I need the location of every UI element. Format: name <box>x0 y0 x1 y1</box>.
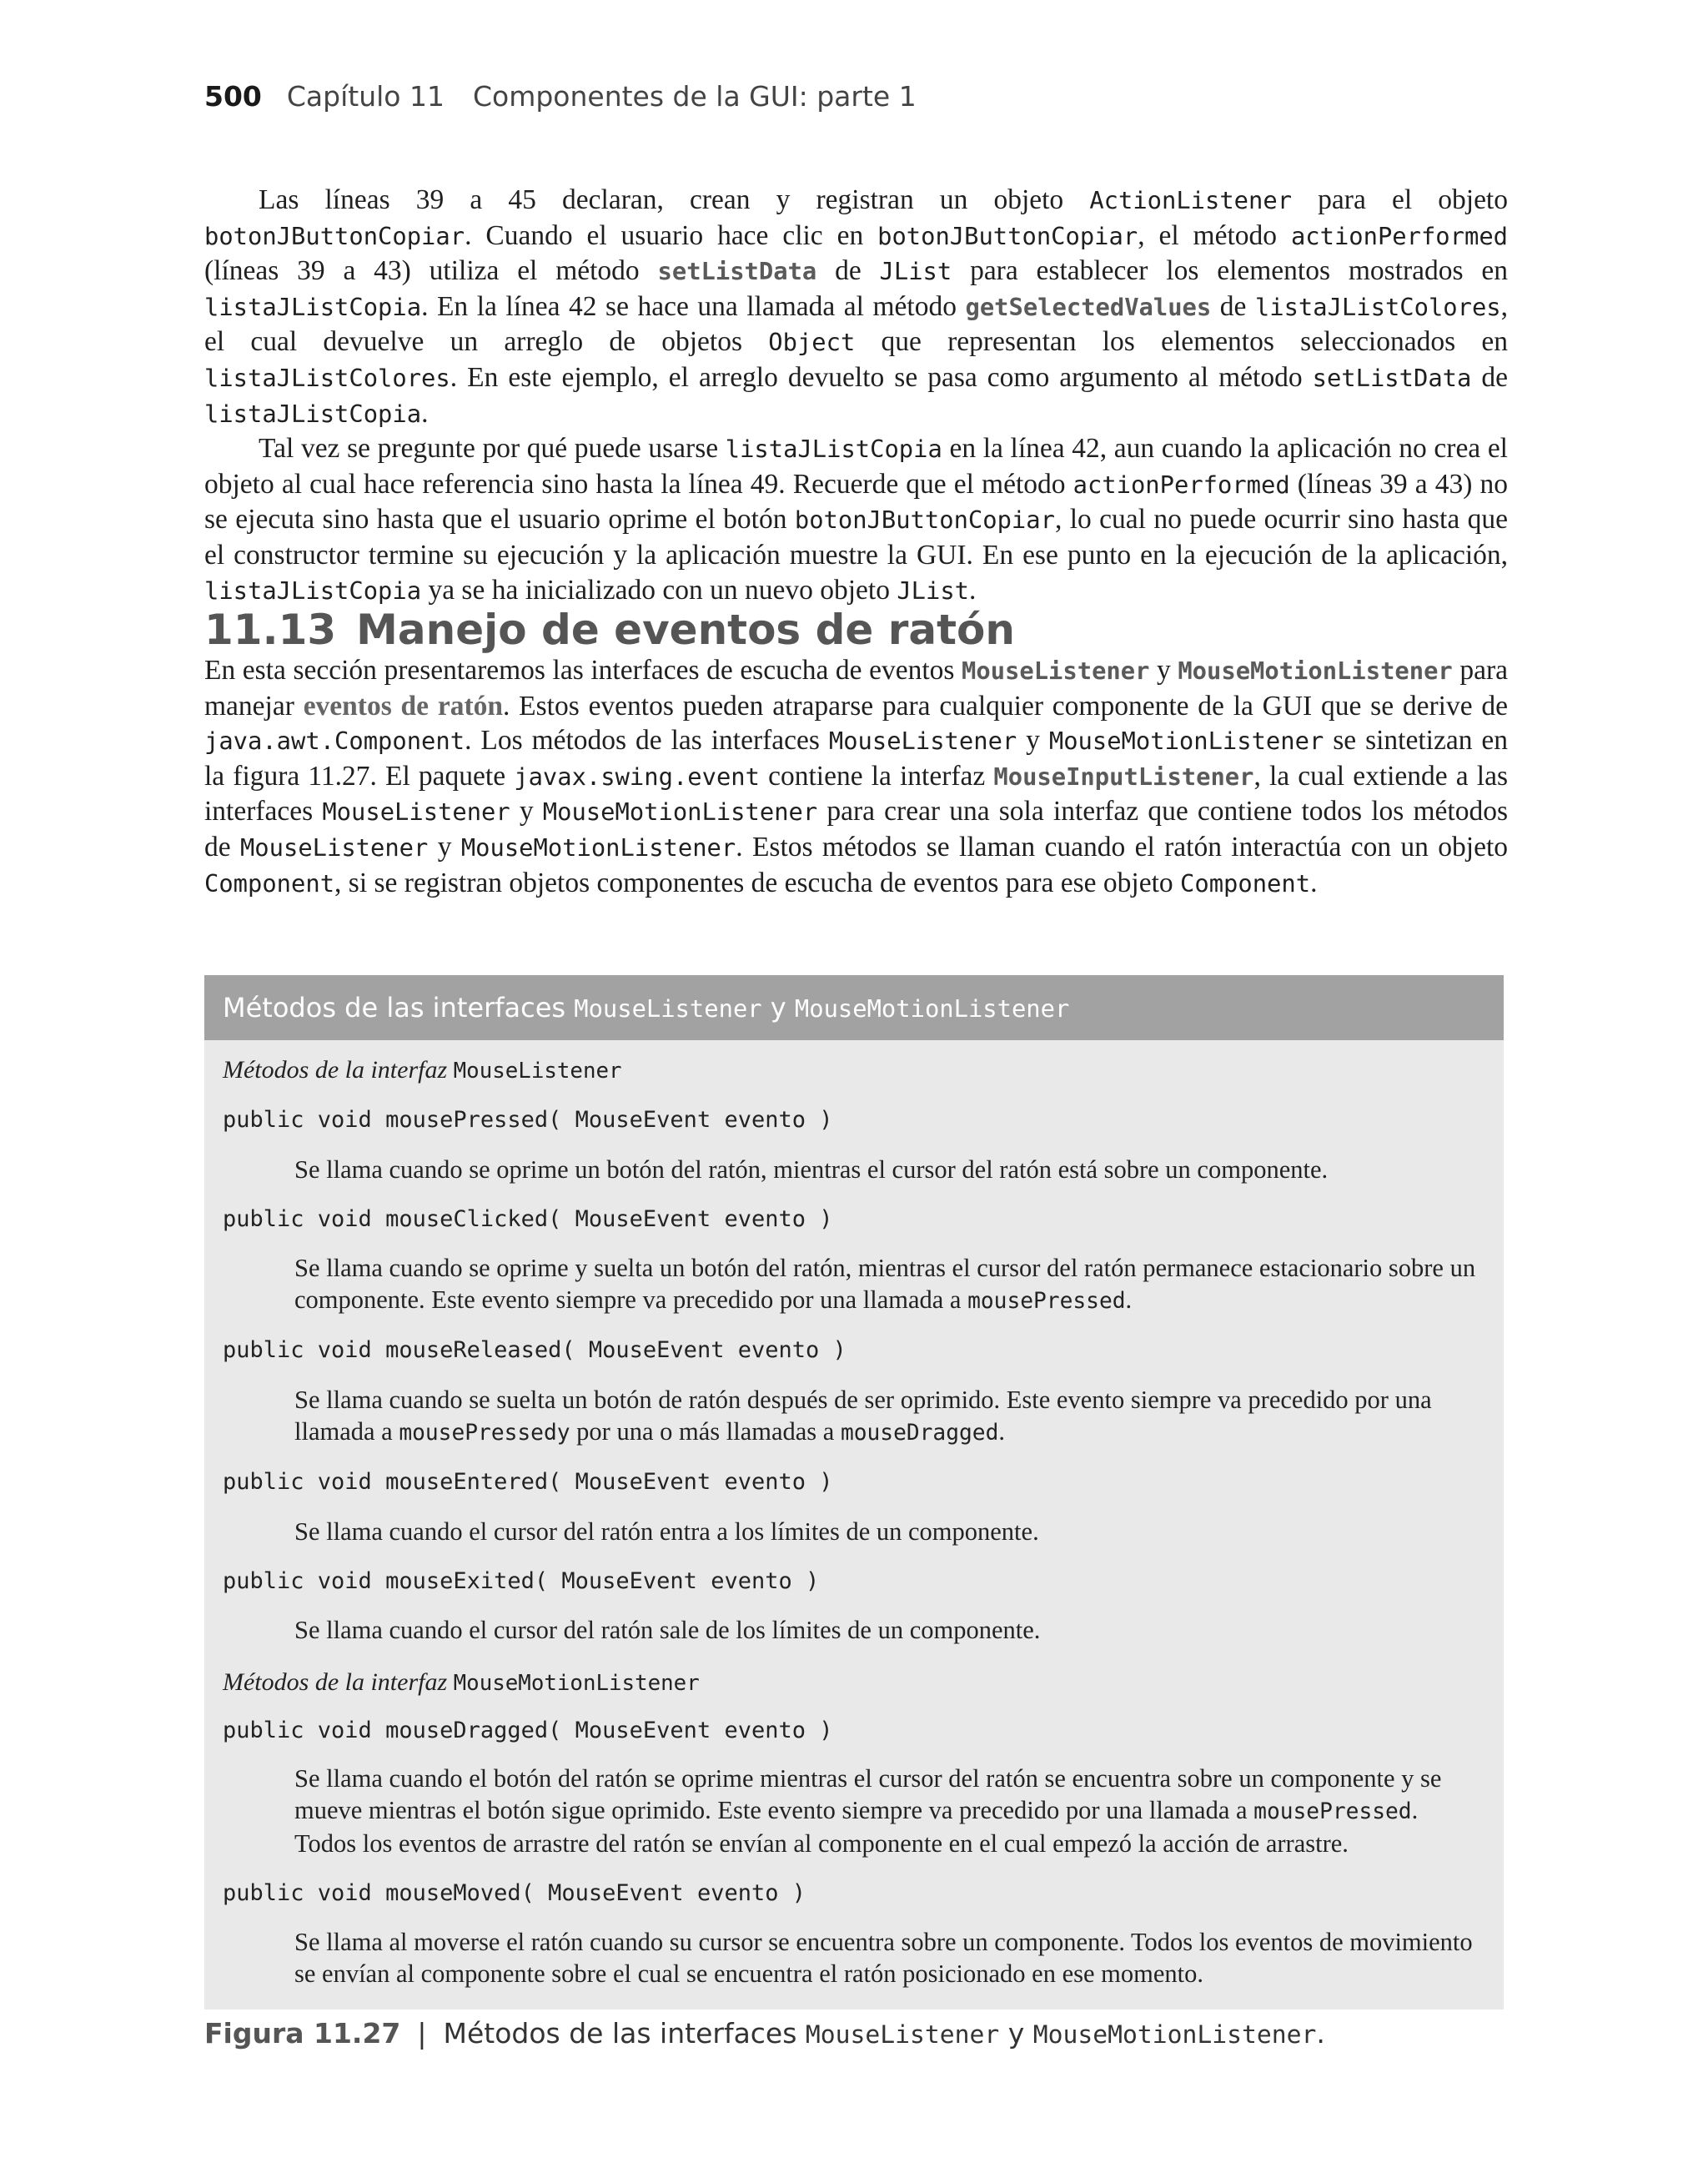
code-actionlistener: ActionListener <box>1089 186 1293 214</box>
method-description: Se llama cuando se suelta un botón de ratón después de ser oprimido. Este evento siempre va precedido por una llamada a mousePressedy por una o más llamadas a mouseDragged. <box>294 1386 1432 1446</box>
chapter-label: Capítulo 11 <box>286 80 445 113</box>
method-signature: public void mouseExited( MouseEvent evento ) <box>223 1568 820 1594</box>
method-description: Se llama al moverse el ratón cuando su cursor se encuentra sobre un componente. Todos los eventos de movimiento se envían al componente sobre el cual se encuentra el ratón posicionado en ese momento. <box>294 1928 1473 1988</box>
subhead-mouselistener: Métodos de la interfaz MouseListener <box>223 1056 622 1084</box>
method-signature: public void mousePressed( MouseEvent evento ) <box>223 1107 833 1133</box>
section-number: 11.13 <box>204 606 337 654</box>
section-paragraph: En esta sección presentaremos las interfaces de escucha de eventos MouseListener y MouseMotionListener para manejar eventos de ratón. Estos eventos pueden atraparse para cualquier componente de la GUI que se derive de java.awt.Component. Los métodos de las interfaces MouseListener y MouseMotionListener se sintetizan en la figura 11.27. El paquete javax.swing.event contiene la interfaz MouseInputListener, la cual extiende a las interfaces MouseListener y MouseMotionListener para crear una sola interfaz que contiene todos los métodos de MouseListener y MouseMotionListener. Estos métodos se llaman cuando el ratón interactúa con un objeto Component, si se registran objetos componentes de escucha de eventos para ese objeto Component. <box>204 655 1509 898</box>
figure-title-bar: Métodos de las interfaces MouseListener y MouseMotionListener <box>204 975 1504 1040</box>
method-description: Se llama cuando el cursor del ratón entra a los límites de un componente. <box>294 1517 1039 1546</box>
caption-separator: | <box>417 2017 427 2050</box>
term-eventos-raton: eventos de ratón <box>303 690 503 722</box>
figure-caption: Figura 11.27 | Métodos de las interfaces MouseListener y MouseMotionListener. <box>204 2017 1325 2050</box>
section-title: Manejo de eventos de ratón <box>356 606 1015 654</box>
section-text <box>204 653 1508 901</box>
chapter-title: Componentes de la GUI: parte 1 <box>472 80 917 113</box>
method-description: Se llama cuando el cursor del ratón sale de los límites de un componente. <box>294 1616 1041 1644</box>
method-description: Se llama cuando se oprime y suelta un botón del ratón, mientras el cursor del ratón permanece estacionario sobre un componente. Este evento siempre va precedido por una llamada a mousePressed. <box>294 1254 1476 1314</box>
method-signature: public void mouseDragged( MouseEvent evento ) <box>223 1718 833 1743</box>
page-number: 500 <box>204 80 262 113</box>
method-signature: public void mouseEntered( MouseEvent evento ) <box>223 1469 833 1495</box>
running-header <box>204 80 917 113</box>
intro-text <box>204 183 1508 608</box>
method-signature: public void mouseClicked( MouseEvent evento ) <box>223 1206 833 1232</box>
figure-11-27 <box>204 975 1504 2009</box>
subhead-mousemotionlistener: Métodos de la interfaz MouseMotionListener <box>223 1668 700 1696</box>
method-signature: public void mouseReleased( MouseEvent evento ) <box>223 1337 846 1363</box>
method-description: Se llama cuando se oprime un botón del ratón, mientras el cursor del ratón está sobre un componente. <box>294 1155 1329 1184</box>
figure-label: Figura 11.27 <box>204 2017 401 2050</box>
intro-paragraph-1: Las líneas 39 a 45 declaran, crean y registran un objeto ActionListener para el objeto botonJButtonCopiar. Cuando el usuario hace clic en botonJButtonCopiar, el método actionPerformed (líneas 39 a 43) utiliza el método setListData de JList para establecer los elementos mostrados en listaJListCopia. En la línea 42 se hace una llamada al método getSelectedValues de listaJListColores, el cual devuelve un arreglo de objetos Object que representan los elementos seleccionados en listaJListColores. En este ejemplo, el arreglo devuelto se pasa como argumento al método setListData de listaJListCopia. <box>204 184 1509 429</box>
section-heading <box>204 606 1015 654</box>
intro-paragraph-2: Tal vez se pregunte por qué puede usarse listaJListCopia en la línea 42, aun cuando la aplicación no crea el objeto al cual hace referencia sino hasta la línea 49. Recuerde que el método actionPerformed (líneas 39 a 43) no se ejecuta sino hasta que el usuario oprime el botón botonJButtonCopiar, lo cual no puede ocurrir sino hasta que el constructor termine su ejecución y la aplicación muestre la GUI. En ese punto en la ejecución de la aplicación, listaJListCopia ya se ha inicializado con un nuevo objeto JList. <box>204 433 1508 606</box>
method-signature: public void mouseMoved( MouseEvent evento ) <box>223 1880 806 1906</box>
method-description: Se llama cuando el botón del ratón se oprime mientras el cursor del ratón se encuentra sobre un componente y se mueve mientras el botón sigue oprimido. Este evento siempre va precedido por una llamada a mousePressed. Todos los eventos de arrastre del ratón se envían al componente en el cual empezó la acción de arrastre. <box>294 1764 1442 1858</box>
